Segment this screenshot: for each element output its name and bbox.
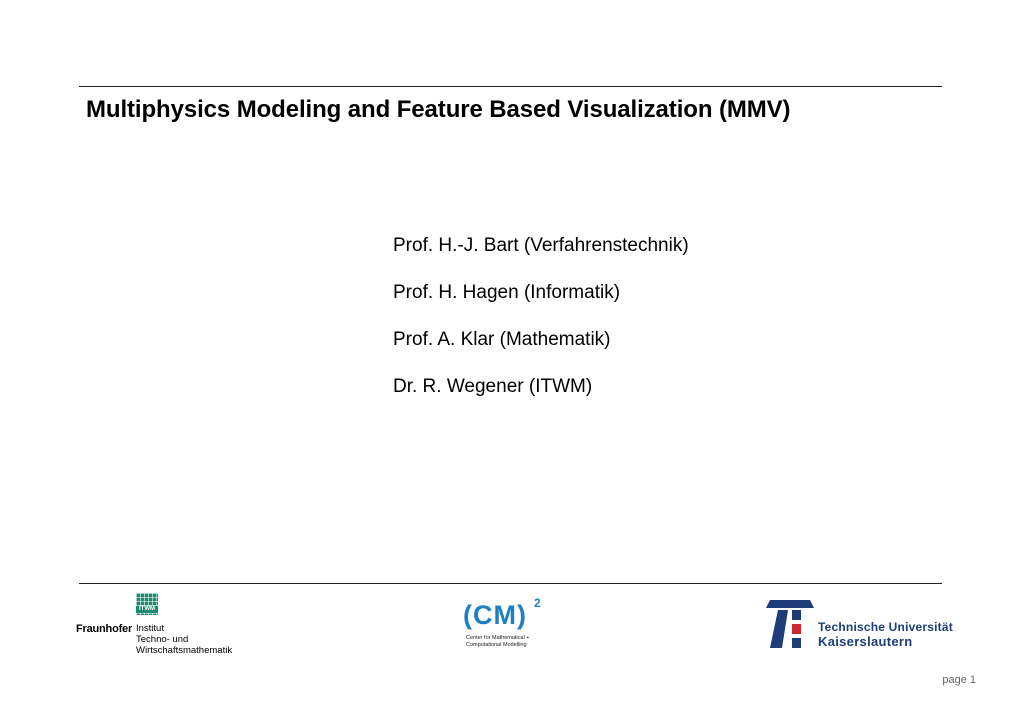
fraunhofer-line: Wirtschaftsmathematik [136, 645, 233, 656]
tu-name-line2: Kaiserslautern [818, 634, 913, 649]
author-list [393, 233, 689, 421]
tu-kaiserslautern-logo [764, 598, 953, 653]
fraunhofer-line: Techno- und [136, 634, 189, 645]
fraunhofer-institute-name [136, 623, 232, 656]
itwm-badge: ITWM [136, 606, 158, 613]
author-item: Prof. H.-J. Bart (Verfahrenstechnik) [393, 235, 689, 256]
author-item: Prof. A. Klar (Mathematik) [393, 329, 611, 350]
tu-name-line1: Technische Universität [818, 620, 953, 634]
cm2-line: Computational Modelling [466, 642, 527, 648]
cm2-mark: (CM) [463, 600, 527, 630]
tu-emblem-icon [764, 598, 816, 650]
cm2-line: Center for Mathematical + [466, 635, 530, 641]
cm2-logo [462, 596, 572, 658]
top-divider [79, 86, 942, 87]
page-number: page 1 [942, 674, 976, 686]
author-item: Prof. H. Hagen (Informatik) [393, 282, 621, 303]
cm2-subtitle [466, 635, 529, 649]
slide-title: Multiphysics Modeling and Feature Based Visualization (MMV) [86, 96, 791, 123]
fraunhofer-wordmark: Fraunhofer [76, 623, 133, 635]
fraunhofer-itwm-logo [76, 593, 246, 663]
bottom-divider [79, 583, 942, 584]
cm2-exponent: 2 [534, 596, 541, 610]
author-item: Dr. R. Wegener (ITWM) [393, 376, 593, 397]
fraunhofer-line: Institut [136, 623, 164, 634]
